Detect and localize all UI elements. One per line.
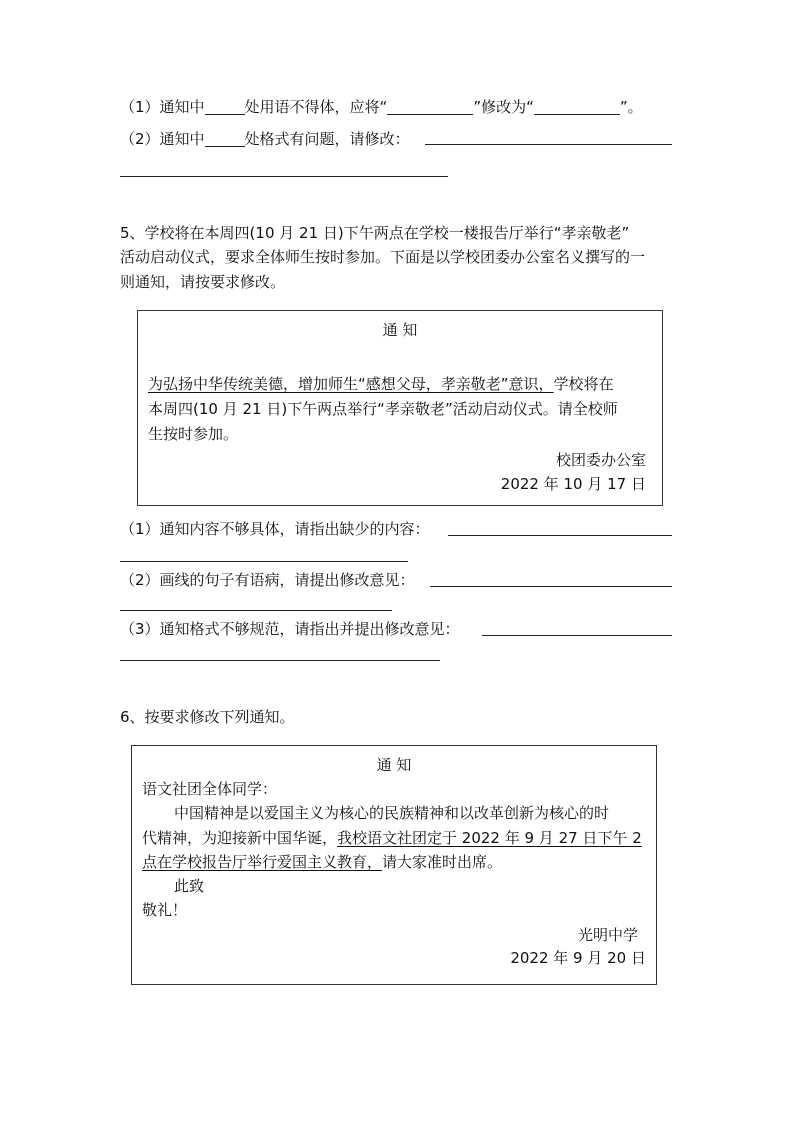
q5-notice-title: 通 知 — [382, 321, 418, 339]
q5-sub-1-answer-line-2[interactable] — [120, 561, 408, 562]
q2-answer-line-1[interactable] — [425, 144, 672, 145]
q1-end: ”。 — [619, 98, 643, 116]
q6-notice-signature: 光明中学 — [577, 926, 638, 944]
q5-notice-body-line-1 — [148, 373, 614, 395]
q6-notice-body-line-3 — [142, 851, 502, 873]
q2-answer-line-2[interactable] — [120, 176, 448, 177]
q2-prefix: （2）通知中 — [120, 130, 205, 148]
q1-mid2: ”修改为“ — [473, 98, 534, 116]
q6-body-line-3-plain: 请大家准时出席。 — [382, 853, 503, 871]
q5-stem-line-2: 活动启动仪式，要求全体师生按时参加。下面是以学校团委办公室名义撰写的一 — [120, 248, 646, 266]
q6-underlined-part-1: 我校语文社团定于 2022 年 9 月 27 日下午 2 — [337, 829, 642, 847]
q5-notice-date: 2022 年 10 月 17 日 — [500, 475, 646, 493]
q5-notice-body-line-2: 本周四(10 月 21 日)下午两点举行“孝亲敬老”活动启动仪式。请全校师 — [148, 400, 618, 418]
q5-stem-line-3: 则通知，请按要求修改。 — [120, 273, 286, 291]
q1-blank-location[interactable] — [205, 98, 245, 115]
q6-notice-box — [131, 745, 657, 985]
q6-notice-body-line-2 — [142, 827, 642, 849]
q6-notice-title: 通 知 — [376, 756, 412, 774]
q1-mid: 处用语不得体，应将“ — [244, 98, 388, 116]
q5-sub-2-answer-line-1[interactable] — [430, 586, 672, 587]
q1-prefix: （1）通知中 — [120, 98, 205, 116]
q1-blank-original[interactable] — [387, 98, 473, 115]
q5-notice-box — [137, 310, 663, 506]
q6-notice-body-line-1: 中国精神是以爱国主义为核心的民族精神和以改革创新为核心的时 — [174, 804, 610, 822]
q6-notice-closing-1: 此致 — [174, 877, 205, 895]
q5-sub-1-answer-line-1[interactable] — [448, 535, 672, 536]
q1-blank-revised[interactable] — [534, 98, 620, 115]
q6-underlined-part-2: 点在学校报告厅举行爱国主义教育， — [142, 853, 383, 871]
q5-stem-line-1: 5、学校将在本周四(10 月 21 日)下午两点在学校一楼报告厅举行“孝亲敬老” — [120, 224, 630, 242]
q2-mid: 处格式有问题，请修改： — [244, 130, 410, 148]
q5-sub-2-answer-line-2[interactable] — [120, 610, 392, 611]
q5-sub-3: （3）通知格式不够规范，请指出并提出修改意见： — [120, 620, 460, 638]
q5-sub-3-answer-line-2[interactable] — [120, 660, 440, 661]
q5-body-line-1-rest: 学校将在 — [553, 375, 614, 393]
q5-sub-1: （1）通知内容不够具体，请指出缺少的内容： — [120, 520, 430, 538]
q6-body-line-2-plain: 代精神，为迎接新中国华诞， — [142, 829, 338, 847]
q5-sub-3-answer-line-1[interactable] — [482, 635, 672, 636]
part-top-q1 — [120, 96, 643, 118]
q2-blank-location[interactable] — [205, 130, 245, 147]
part-top-q2 — [120, 128, 410, 150]
q5-underlined-sentence: 为弘扬中华传统美德，增加师生“感想父母，孝亲敬老”意识， — [148, 375, 554, 393]
q5-notice-signature: 校团委办公室 — [555, 451, 646, 469]
q6-notice-salutation: 语文社团全体同学： — [142, 780, 278, 798]
q6-notice-closing-2: 敬礼！ — [142, 901, 188, 919]
q6-stem: 6、按要求修改下列通知。 — [120, 708, 295, 726]
q5-sub-2: （2）画线的句子有语病，请提出修改意见： — [120, 571, 415, 589]
q6-notice-date: 2022 年 9 月 20 日 — [510, 949, 646, 967]
q5-notice-body-line-3: 生按时参加。 — [148, 425, 239, 443]
